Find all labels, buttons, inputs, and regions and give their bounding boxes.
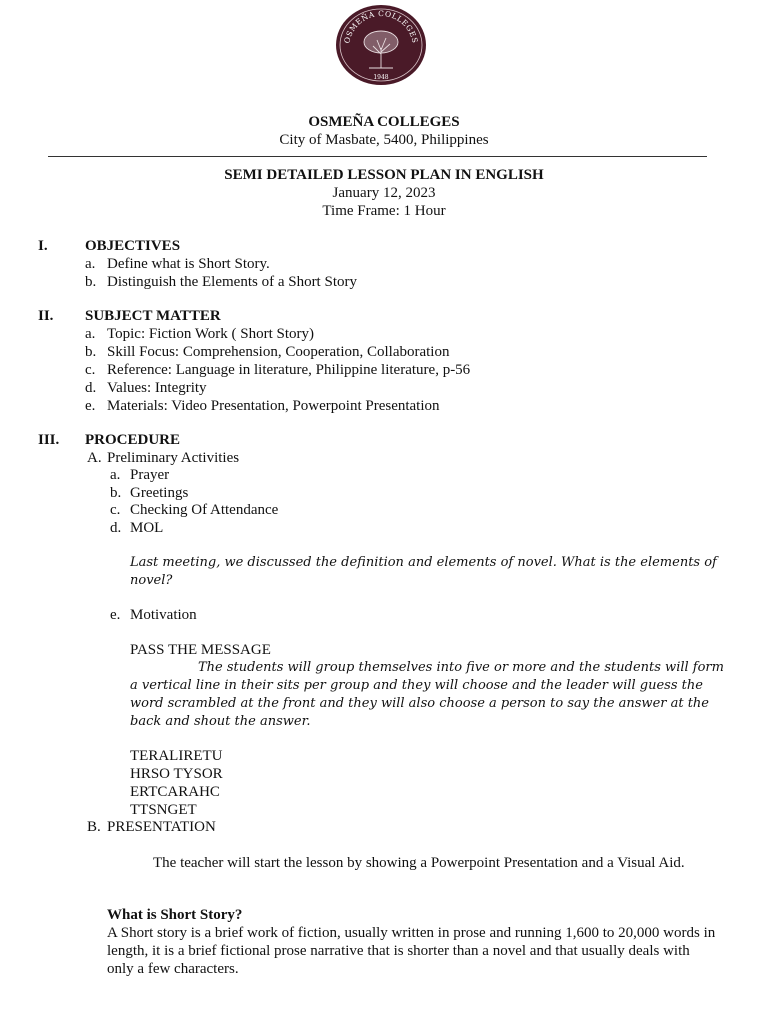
short-story-question: What is Short Story? — [107, 907, 243, 923]
section-title-procedure: PROCEDURE — [85, 432, 181, 448]
list-item: MOL — [130, 520, 164, 536]
mol-text: Last meeting, we discussed the definition and elements of novel. What is the elements of novel? — [130, 555, 717, 588]
sub-section-mark: B. — [87, 819, 101, 835]
list-mark: d. — [85, 380, 97, 396]
list-item: Distinguish the Elements of a Short Story — [107, 274, 357, 290]
section-title-subject-matter: SUBJECT MATTER — [85, 308, 221, 324]
school-name: OSMEÑA COLLEGES — [308, 114, 460, 130]
list-mark: a. — [85, 256, 96, 272]
list-mark: b. — [85, 344, 97, 360]
college-seal-logo — [335, 4, 427, 86]
list-item: Materials: Video Presentation, Powerpoint Presentation — [107, 398, 440, 414]
list-item: Values: Integrity — [107, 380, 207, 396]
section-numeral: I. — [38, 238, 48, 254]
list-mark: a. — [110, 467, 121, 483]
time-frame: Time Frame: 1 Hour — [322, 203, 446, 219]
svg-text:1948: 1948 — [373, 74, 389, 81]
list-item-motivation: Motivation — [130, 607, 197, 623]
list-item: Greetings — [130, 485, 189, 501]
presentation-intro: The teacher will start the lesson by showing a Powerpoint Presentation and a Visual Aid. — [153, 855, 685, 871]
school-address: City of Masbate, 5400, Philippines — [279, 132, 489, 148]
list-mark: c. — [110, 502, 121, 518]
section-title-objectives: OBJECTIVES — [85, 238, 181, 254]
scrambled-word: TTSNGET — [130, 802, 197, 818]
section-numeral: II. — [38, 308, 54, 324]
list-mark: c. — [85, 362, 96, 378]
list-mark: a. — [85, 326, 96, 342]
header-divider — [48, 156, 707, 157]
svg-text:OSMEÑA COLLEGES: OSMEÑA COLLEGES — [342, 8, 420, 45]
sub-section-mark: A. — [87, 450, 102, 466]
document-date: January 12, 2023 — [332, 185, 436, 201]
short-story-definition: A Short story is a brief work of fiction, usually written in prose and running 1,600 to 20,000 words in length, it is a brief fictional prose narrative that is shorter than a novel and that usually deals with only a few characters. — [107, 925, 716, 977]
sub-section-title-preliminary: Preliminary Activities — [107, 450, 240, 466]
scrambled-word: HRSO TYSOR — [130, 766, 223, 782]
activity-title: PASS THE MESSAGE — [130, 642, 271, 658]
list-item: Skill Focus: Comprehension, Cooperation, Collaboration — [107, 344, 450, 360]
list-item: Prayer — [130, 467, 170, 483]
document-title: SEMI DETAILED LESSON PLAN IN ENGLISH — [224, 167, 544, 183]
scrambled-word: ERTCARAHC — [130, 784, 220, 800]
list-mark: d. — [110, 520, 122, 536]
sub-section-title-presentation: PRESENTATION — [107, 819, 216, 835]
list-mark: e. — [85, 398, 96, 414]
section-numeral: III. — [38, 432, 60, 448]
list-item: Reference: Language in literature, Philippine literature, p-56 — [107, 362, 471, 378]
list-mark: b. — [85, 274, 97, 290]
list-item: Define what is Short Story. — [107, 256, 270, 272]
activity-description: The students will group themselves into five or more and the students will form a vertical line in their sits per group and they will choose and the leader will guess the word scrambled at the front and they will also choose a person to say the answer at the back and shout the answer. — [130, 660, 724, 729]
list-item: Topic: Fiction Work ( Short Story) — [107, 326, 315, 342]
list-mark: e. — [110, 607, 121, 623]
scrambled-word: TERALIRETU — [130, 748, 223, 764]
list-item: Checking Of Attendance — [130, 502, 279, 518]
list-mark: b. — [110, 485, 122, 501]
